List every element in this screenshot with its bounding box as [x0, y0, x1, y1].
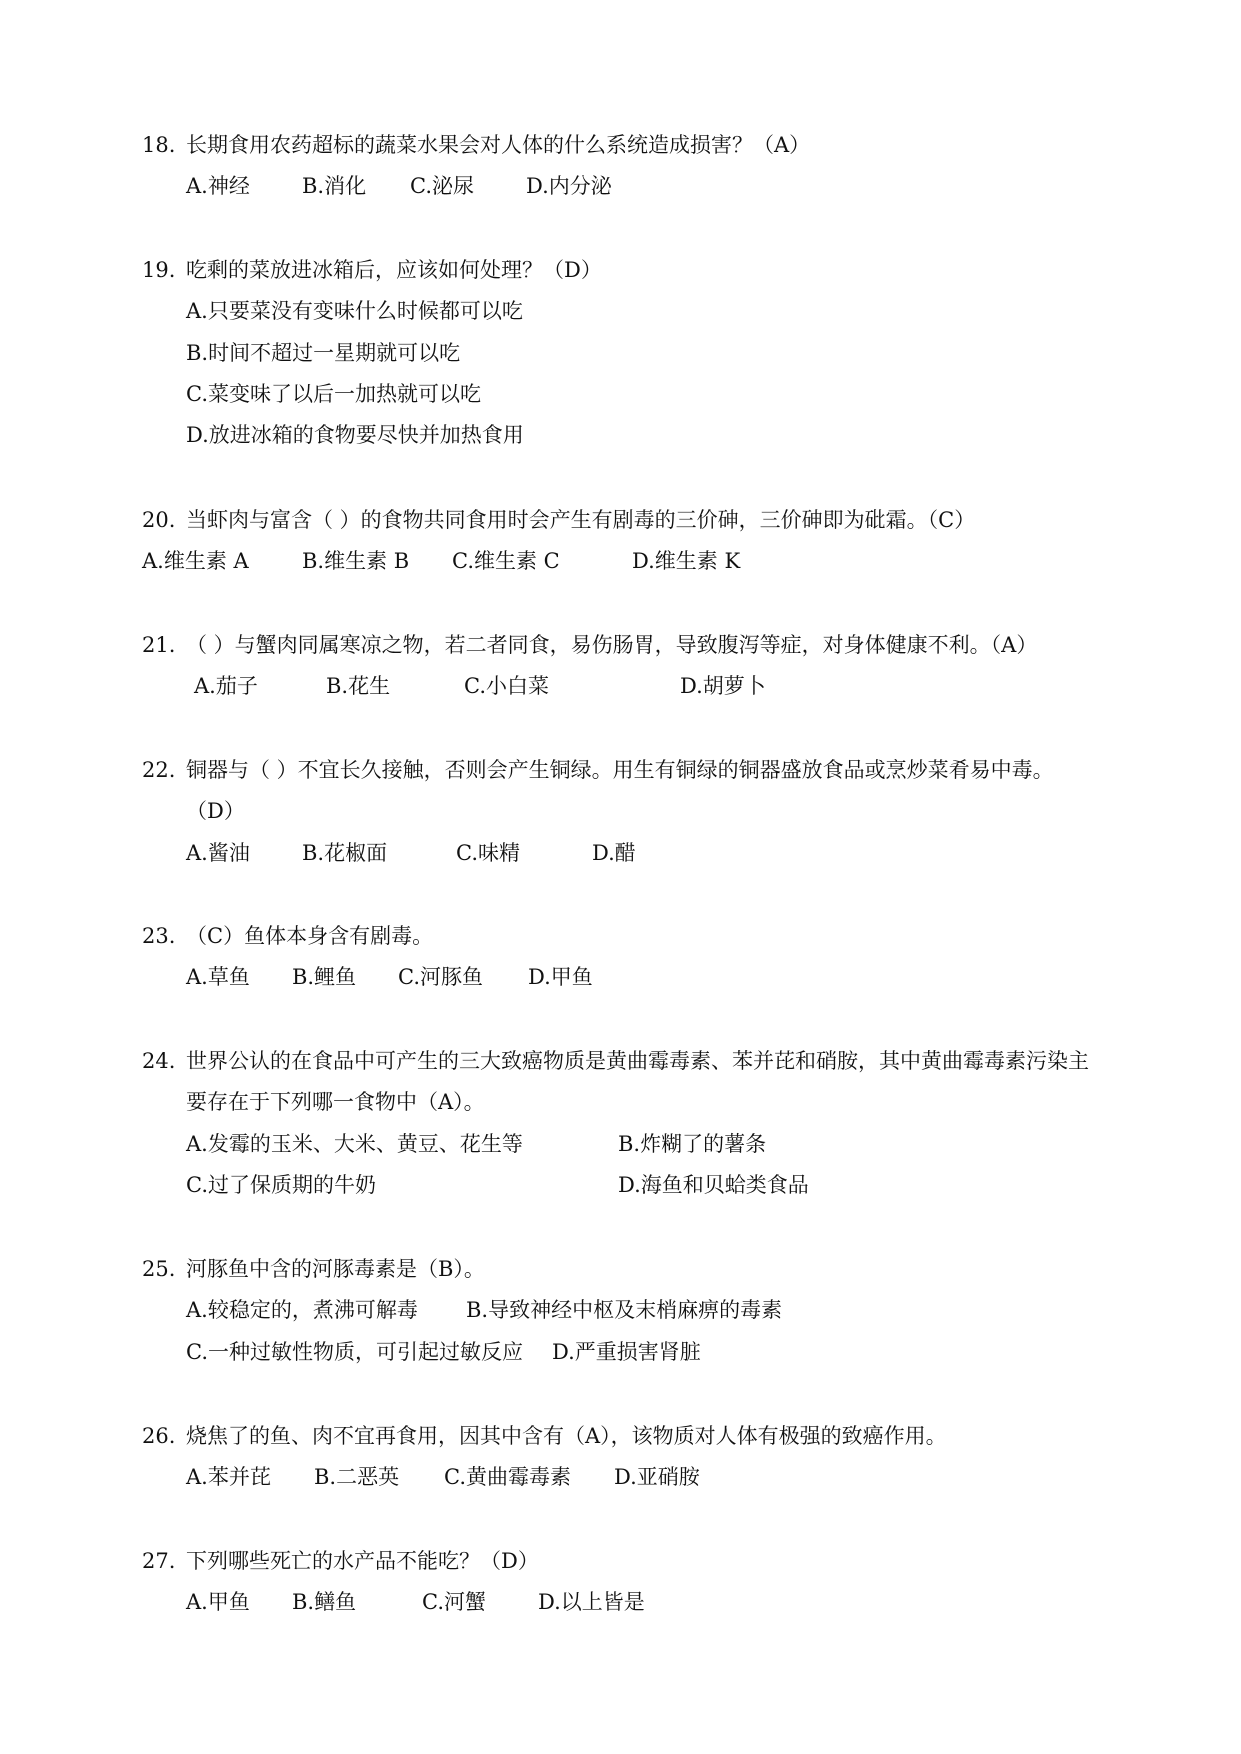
- option-c: C.一种过敏性物质，可引起过敏反应: [186, 1340, 523, 1364]
- question-stem: 烧焦了的鱼、肉不宜再食用，因其中含有（A），该物质对人体有极强的致癌作用。: [186, 1424, 947, 1448]
- option-a: A.苯并芘: [186, 1465, 271, 1489]
- option-a: A.发霉的玉米、大米、黄豆、花生等: [186, 1132, 523, 1156]
- question-stem: 吃剩的菜放进冰箱后，应该如何处理？（D）: [186, 258, 602, 282]
- option-b: B.时间不超过一星期就可以吃: [186, 341, 461, 365]
- question-stem: （C）鱼体本身含有剧毒。: [186, 924, 434, 948]
- option-b: B.鲤鱼: [292, 965, 357, 989]
- option-b: B.二恶英: [314, 1465, 400, 1489]
- question-stem: 长期食用农药超标的蔬菜水果会对人体的什么系统造成损害？（A）: [186, 133, 811, 157]
- question-number: 25.: [142, 1257, 176, 1281]
- option-d: D.维生素 K: [632, 549, 741, 573]
- option-d: D.亚硝胺: [614, 1465, 700, 1489]
- option-a: A.甲鱼: [186, 1590, 250, 1614]
- option-b: B.花椒面: [302, 841, 388, 865]
- option-c: C.过了保质期的牛奶: [186, 1173, 376, 1197]
- question-stem: 河豚鱼中含的河豚毒素是（B）。: [186, 1257, 485, 1281]
- question-number: 23.: [142, 924, 176, 948]
- option-c: C.菜变味了以后一加热就可以吃: [186, 382, 481, 406]
- question-stem-continued: （D）: [186, 799, 245, 823]
- option-d: D.严重损害肾脏: [552, 1340, 701, 1364]
- option-c: C.黄曲霉毒素: [444, 1465, 571, 1489]
- question-stem: 世界公认的在食品中可产生的三大致癌物质是黄曲霉毒素、苯并芘和硝胺，其中黄曲霉毒素污染主: [186, 1049, 1089, 1073]
- option-b: B.炸糊了的薯条: [618, 1132, 767, 1156]
- option-d: D.放进冰箱的食物要尽快并加热食用: [186, 423, 524, 447]
- option-c: C.河蟹: [422, 1590, 486, 1614]
- option-b: B.花生: [326, 674, 391, 698]
- option-b: B.导致神经中枢及末梢麻痹的毒素: [466, 1298, 783, 1322]
- option-c: C.维生素 C: [452, 549, 560, 573]
- question-stem-continued: 要存在于下列哪一食物中（A）。: [186, 1090, 485, 1114]
- question-number: 24.: [142, 1049, 176, 1073]
- question-number: 21.: [142, 633, 176, 657]
- option-b: B.维生素 B: [302, 549, 410, 573]
- question-number: 27.: [142, 1549, 176, 1573]
- question-number: 19.: [142, 258, 176, 282]
- question-number: 18.: [142, 133, 176, 157]
- option-c: C.河豚鱼: [398, 965, 483, 989]
- option-c: C.味精: [456, 841, 520, 865]
- option-a: A.草鱼: [186, 965, 250, 989]
- option-b: B.鳝鱼: [292, 1590, 357, 1614]
- option-b: B.消化: [302, 174, 367, 198]
- question-stem: 当虾肉与富含（ ）的食物共同食用时会产生有剧毒的三价砷，三价砷即为砒霜。（C）: [186, 508, 976, 532]
- option-a: A.较稳定的，煮沸可解毒: [186, 1298, 418, 1322]
- option-a: A.维生素 A: [142, 549, 249, 573]
- question-number: 22.: [142, 758, 176, 782]
- option-a: A.酱油: [186, 841, 250, 865]
- question-number: 20.: [142, 508, 176, 532]
- question-number: 26.: [142, 1424, 176, 1448]
- option-d: D.醋: [592, 841, 636, 865]
- option-c: C.泌尿: [410, 174, 474, 198]
- option-a: A.茄子: [194, 674, 258, 698]
- question-stem: 铜器与（ ）不宜长久接触，否则会产生铜绿。用生有铜绿的铜器盛放食品或烹炒菜肴易中毒。: [186, 758, 1054, 782]
- option-d: D.海鱼和贝蛤类食品: [618, 1173, 809, 1197]
- question-stem: （ ）与蟹肉同属寒凉之物，若二者同食，易伤肠胃，导致腹泻等症，对身体健康不利。（A）: [186, 633, 1038, 657]
- option-d: D.内分泌: [526, 174, 612, 198]
- question-stem: 下列哪些死亡的水产品不能吃？（D）: [186, 1549, 539, 1573]
- option-a: A.神经: [186, 174, 250, 198]
- option-a: A.只要菜没有变味什么时候都可以吃: [186, 299, 523, 323]
- option-d: D.以上皆是: [538, 1590, 645, 1614]
- option-d: D.胡萝卜: [680, 674, 766, 698]
- option-d: D.甲鱼: [528, 965, 593, 989]
- option-c: C.小白菜: [464, 674, 549, 698]
